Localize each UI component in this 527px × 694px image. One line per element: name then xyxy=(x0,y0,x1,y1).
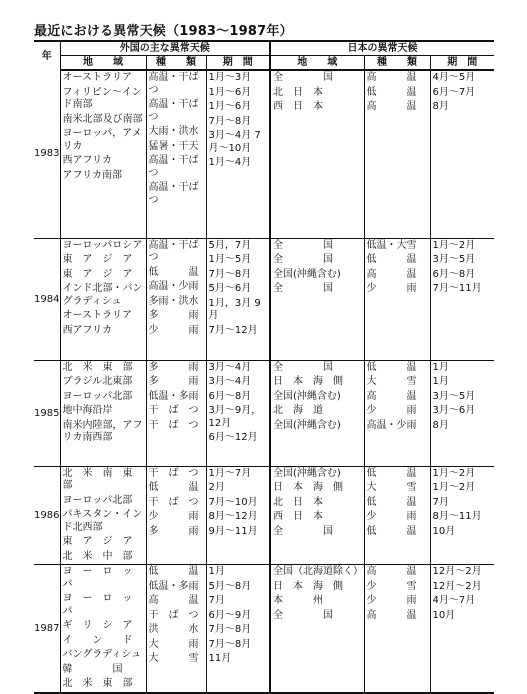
foreign-region-cell: 北 米 南 東 部 xyxy=(62,467,143,491)
japan-period-cell: 10月 xyxy=(432,525,456,537)
foreign-region-cell: 東 ア ジ ア xyxy=(62,536,133,547)
japan-region-column xyxy=(270,70,364,238)
japan-region-header: 地 域 xyxy=(270,56,364,71)
japan-region-column xyxy=(270,565,364,693)
japan-period-column xyxy=(430,466,494,565)
foreign-period-cell: 6月〜8月 xyxy=(208,390,252,402)
japan-type-cell: 低 温 xyxy=(366,254,417,265)
foreign-region-cell: インド北部・バングラディシュ xyxy=(62,283,143,307)
foreign-region-cell: 南米北部及び南部 xyxy=(62,113,143,125)
year-block-2 xyxy=(34,360,494,466)
japan-period-cell: 6月〜7月 xyxy=(432,86,476,98)
japan-type-cell: 低 温 xyxy=(366,467,417,479)
foreign-region-cell: 南米内陸部，アフリカ南西部 xyxy=(62,419,143,443)
foreign-period-cell: 1月〜6月 xyxy=(208,86,252,98)
foreign-region-cell: ヨーロッパ，アメリカ xyxy=(62,128,142,152)
japan-group-header: 日本の異常天候 xyxy=(270,41,494,56)
year-label: 1987 xyxy=(34,565,60,693)
foreign-type-column xyxy=(146,238,206,360)
japan-region-cell: 全国(沖縄含む) xyxy=(273,268,341,280)
foreign-period-header: 期 間 xyxy=(206,56,270,71)
year-block-1 xyxy=(34,238,494,360)
japan-period-cell: 3月〜6月 xyxy=(432,405,476,416)
foreign-region-column xyxy=(60,238,146,360)
foreign-region-column xyxy=(60,565,146,693)
japan-type-cell: 大 雪 xyxy=(366,482,417,493)
japan-region-cell: 全国(沖縄含む) xyxy=(273,390,341,402)
japan-period-cell: 1月〜2月 xyxy=(432,482,476,493)
foreign-period-cell: 1月〜4月 xyxy=(208,157,252,168)
japan-region-cell: 全 国 xyxy=(273,72,333,83)
japan-region-column xyxy=(270,238,364,360)
foreign-region-column xyxy=(60,70,146,238)
year-label: 1986 xyxy=(34,466,60,565)
japan-type-column xyxy=(364,70,430,238)
foreign-period-cell: 3月〜9月，12月 xyxy=(208,405,262,429)
foreign-type-cell: 高温・干ばつ xyxy=(148,239,199,263)
foreign-type-cell: 低 温 xyxy=(148,482,199,493)
foreign-period-cell: 1月〜3月 xyxy=(208,72,252,83)
japan-type-cell: 高 温 xyxy=(366,101,417,112)
foreign-period-cell: 6月〜9月 xyxy=(208,609,252,621)
japan-period-column xyxy=(430,360,494,466)
foreign-type-cell: 大 雨 xyxy=(148,638,199,650)
foreign-region-cell: アフリカ南部 xyxy=(62,169,122,181)
japan-region-cell: 全国(沖縄含む) xyxy=(273,467,341,479)
foreign-type-cell: 高温・干ばつ xyxy=(148,99,199,123)
japan-type-cell: 低 温 xyxy=(366,496,417,508)
japan-region-cell: 西 日 本 xyxy=(273,101,323,112)
foreign-period-cell: 7月〜8月 xyxy=(208,268,252,280)
japan-region-cell: 北 日 本 xyxy=(273,496,323,508)
foreign-region-cell: 北 米 中 部 xyxy=(62,550,133,562)
japan-type-column xyxy=(364,466,430,565)
japan-region-cell: 日 本 海 側 xyxy=(273,580,343,592)
foreign-period-cell: 5月，7月 xyxy=(208,239,252,251)
japan-region-cell: 本 州 xyxy=(273,595,323,606)
foreign-type-cell: 干 ば つ xyxy=(148,467,199,479)
japan-period-cell: 12月〜2月 xyxy=(432,580,482,592)
foreign-period-cell: 1月〜6月 xyxy=(208,101,252,112)
foreign-period-cell: 6月〜12月 xyxy=(208,432,258,443)
foreign-type-cell: 低 温 xyxy=(148,566,199,577)
foreign-region-cell: 地中海沿岸 xyxy=(62,405,113,416)
japan-period-cell: 1月 xyxy=(432,376,449,387)
foreign-period-cell: 7月〜8月 xyxy=(208,638,252,650)
japan-period-cell: 4月〜7月 xyxy=(432,595,476,606)
foreign-period-column xyxy=(206,238,270,360)
year-block-3 xyxy=(34,466,494,565)
foreign-period-column xyxy=(206,70,270,238)
japan-type-cell: 低 温 xyxy=(366,361,417,373)
foreign-type-cell: 低 温 xyxy=(148,266,199,278)
foreign-region-cell: バングラディシュ xyxy=(62,649,142,660)
japan-period-cell: 8月〜11月 xyxy=(432,511,482,522)
japan-type-column xyxy=(364,565,430,693)
foreign-type-cell: 多 雨 xyxy=(148,376,199,387)
foreign-period-cell: 3月〜4月 xyxy=(208,376,252,387)
foreign-region-cell: 東 ア ジ ア xyxy=(62,254,133,265)
japan-region-cell: 全 国 xyxy=(273,254,333,265)
japan-period-cell: 4月〜5月 xyxy=(432,72,476,83)
foreign-region-cell: 西アフリカ xyxy=(62,324,112,336)
foreign-region-column xyxy=(60,466,146,565)
japan-region-cell: 北 日 本 xyxy=(273,86,323,98)
foreign-type-cell: 低温・多雨 xyxy=(148,580,199,592)
foreign-region-cell: 北 米 東 部 xyxy=(62,678,133,689)
japan-period-cell: 3月〜5月 xyxy=(432,390,476,402)
japan-type-cell: 高温・少雨 xyxy=(366,419,417,431)
foreign-period-cell: 7月〜8月 xyxy=(208,624,252,635)
foreign-type-cell: 少 雨 xyxy=(148,511,199,522)
foreign-period-cell: 9月〜11月 xyxy=(208,525,258,537)
foreign-type-cell: 多 雨 xyxy=(148,361,199,373)
foreign-type-cell: 少 雨 xyxy=(148,324,199,336)
japan-region-cell: 北 海 道 xyxy=(273,405,323,416)
anomaly-table xyxy=(34,40,494,694)
foreign-type-cell: 干 ば つ xyxy=(148,496,199,508)
japan-type-cell: 高 温 xyxy=(366,609,417,621)
foreign-type-cell: 大 雪 xyxy=(148,653,199,664)
foreign-region-cell: オーストラリア xyxy=(62,72,132,83)
foreign-period-cell: 1月〜7月 xyxy=(208,467,252,479)
foreign-type-column xyxy=(146,565,206,693)
foreign-period-cell: 3月〜4月 7月〜10月 xyxy=(208,130,261,154)
foreign-region-column xyxy=(60,360,146,466)
japan-type-cell: 低 温 xyxy=(366,525,417,537)
foreign-type-cell: 洪 水 xyxy=(148,624,199,635)
japan-type-cell: 少 雨 xyxy=(366,283,417,294)
foreign-type-cell: 低温・多雨 xyxy=(148,390,199,402)
japan-type-cell: 少 雨 xyxy=(366,595,417,606)
japan-period-cell: 3月〜5月 xyxy=(432,254,476,265)
foreign-period-column xyxy=(206,466,270,565)
foreign-region-cell: ヨーロッパ北部 xyxy=(62,494,133,506)
japan-region-cell: 全 国 xyxy=(273,609,333,621)
japan-region-cell: 日 本 海 側 xyxy=(273,482,343,493)
year-label: 1985 xyxy=(34,360,60,466)
japan-type-column xyxy=(364,238,430,360)
foreign-period-cell: 3月〜4月 xyxy=(208,361,252,373)
foreign-period-cell: 5月〜6月 xyxy=(208,283,252,294)
foreign-region-cell: ヨ ー ロ ッ パ xyxy=(62,566,143,590)
japan-period-cell: 8月 xyxy=(432,101,449,112)
foreign-type-cell: 多 雨 xyxy=(148,310,199,321)
japan-region-cell: 全国（北海道除く） xyxy=(273,566,363,577)
japan-period-cell: 7月〜11月 xyxy=(432,283,482,294)
foreign-type-column xyxy=(146,466,206,565)
japan-region-column xyxy=(270,466,364,565)
foreign-period-cell: 11月 xyxy=(208,653,232,664)
japan-region-cell: 全 国 xyxy=(273,361,333,373)
japan-region-cell: 全国(沖縄含む) xyxy=(273,419,341,431)
foreign-region-cell: 西アフリカ xyxy=(62,155,112,166)
foreign-region-cell: ヨ ー ロ ッ パ xyxy=(62,593,143,617)
japan-region-cell: 日 本 海 側 xyxy=(273,376,343,387)
foreign-region-cell: ブラジル北東部 xyxy=(62,376,133,387)
japan-type-header: 種 類 xyxy=(364,56,430,71)
foreign-type-header: 種 類 xyxy=(146,56,206,71)
foreign-type-cell: 高 温 xyxy=(148,595,199,606)
foreign-period-cell: 7月〜10月 xyxy=(208,496,258,508)
year-label: 1983 xyxy=(34,70,60,238)
japan-type-cell: 高 温 xyxy=(366,72,417,83)
year-block-4 xyxy=(34,565,494,693)
japan-region-cell: 全 国 xyxy=(273,283,333,294)
foreign-region-cell: ギ リ シ ア xyxy=(62,620,133,631)
japan-type-column xyxy=(364,360,430,466)
foreign-type-cell: 高温・干ばつ xyxy=(148,72,199,96)
japan-type-cell: 大 雪 xyxy=(366,376,417,387)
foreign-type-cell: 猛暑・干天 xyxy=(148,140,199,152)
japan-region-cell: 全 国 xyxy=(273,525,333,537)
japan-type-cell: 少 雨 xyxy=(366,511,417,522)
foreign-period-cell: 1月 xyxy=(208,566,225,577)
foreign-period-cell: 7月 xyxy=(208,595,225,606)
japan-type-cell: 少 雨 xyxy=(366,405,417,416)
foreign-type-cell: 多 雨 xyxy=(148,525,199,537)
foreign-type-column xyxy=(146,70,206,238)
page-title: 最近における異常天候（1983〜1987年） xyxy=(34,24,293,39)
foreign-period-cell: 1月，3月 9月 xyxy=(208,297,261,321)
japan-period-cell: 8月 xyxy=(432,419,449,431)
foreign-type-cell: 多雨・洪水 xyxy=(148,295,199,307)
japan-region-cell: 西 日 本 xyxy=(273,511,323,522)
foreign-region-cell: ヨーロッパ北部 xyxy=(62,390,133,402)
foreign-type-cell: 干 ば つ xyxy=(148,609,199,621)
foreign-period-cell: 7月〜8月 xyxy=(208,115,252,127)
japan-type-cell: 低 温 xyxy=(366,86,417,98)
foreign-period-cell: 2月 xyxy=(208,482,225,493)
foreign-period-cell: 1月〜5月 xyxy=(208,254,252,265)
japan-period-cell: 7月 xyxy=(432,496,449,508)
foreign-region-cell: 北 米 東 部 xyxy=(62,361,133,373)
foreign-period-column xyxy=(206,360,270,466)
japan-period-cell: 12月〜2月 xyxy=(432,566,482,577)
foreign-region-header: 地 域 xyxy=(60,56,146,71)
foreign-group-header: 外国の主な異常天候 xyxy=(60,41,270,56)
japan-type-cell: 高 温 xyxy=(366,268,417,280)
year-header: 年 xyxy=(34,41,60,70)
japan-type-cell: 低温・大雪 xyxy=(366,239,417,251)
foreign-type-cell: 干 ば つ xyxy=(148,419,199,431)
foreign-region-cell: フィリピン〜インド南部 xyxy=(62,86,142,110)
japan-type-cell: 高 温 xyxy=(366,390,417,402)
japan-region-cell: 全 国 xyxy=(273,239,333,251)
foreign-type-cell: 大雨・洪水 xyxy=(148,126,199,137)
foreign-region-cell: イ ン ド xyxy=(62,634,133,646)
foreign-period-column xyxy=(206,565,270,693)
japan-period-column xyxy=(430,70,494,238)
year-block-0 xyxy=(34,70,494,238)
foreign-type-cell: 高温・干ばつ xyxy=(148,182,199,206)
japan-period-cell: 1月〜2月 xyxy=(432,239,476,251)
japan-period-cell: 10月 xyxy=(432,609,456,621)
foreign-region-cell: オーストラリア xyxy=(62,310,132,321)
foreign-type-cell: 高温・干ばつ xyxy=(148,155,199,179)
foreign-period-cell: 7月〜12月 xyxy=(208,324,258,336)
japan-period-cell: 1月 xyxy=(432,361,449,373)
japan-type-cell: 少 雪 xyxy=(366,580,417,592)
year-label: 1984 xyxy=(34,238,60,360)
foreign-region-cell: 東 ア ジ ア xyxy=(62,268,133,280)
foreign-period-cell: 5月〜8月 xyxy=(208,580,252,592)
foreign-region-cell: パキスタン・インド北西部 xyxy=(62,509,143,533)
foreign-type-column xyxy=(146,360,206,466)
foreign-period-cell: 8月〜12月 xyxy=(208,511,258,522)
japan-period-column xyxy=(430,565,494,693)
japan-period-header: 期 間 xyxy=(430,56,494,71)
japan-period-column xyxy=(430,238,494,360)
japan-region-column xyxy=(270,360,364,466)
japan-type-cell: 高 温 xyxy=(366,566,417,577)
foreign-region-cell: ヨーロッパロシア xyxy=(62,239,143,251)
japan-period-cell: 6月〜8月 xyxy=(432,268,476,280)
japan-period-cell: 1月〜2月 xyxy=(432,467,476,479)
foreign-type-cell: 干 ば つ xyxy=(148,405,199,416)
table-body xyxy=(34,70,494,693)
foreign-type-cell: 高温・少雨 xyxy=(148,281,199,292)
foreign-region-cell: 韓 国 xyxy=(62,663,123,675)
